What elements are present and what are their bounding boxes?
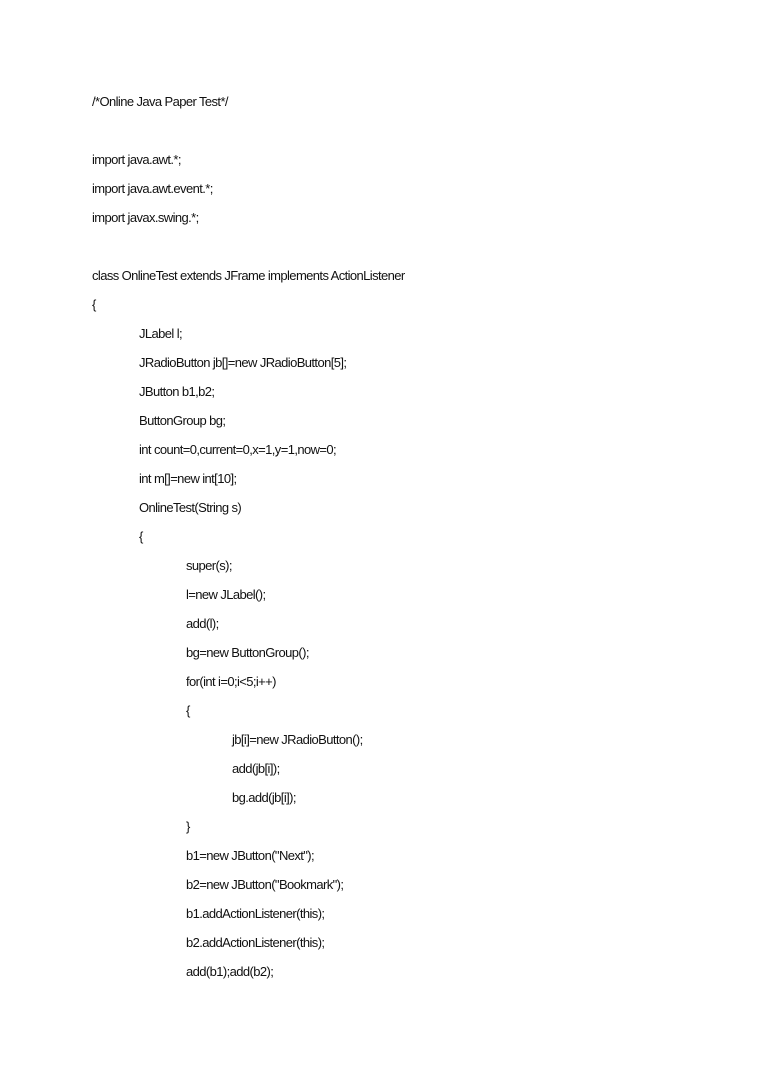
code-line: b2.addActionListener(this); — [186, 935, 325, 950]
code-line: { — [92, 297, 96, 312]
code-line: super(s); — [186, 558, 232, 573]
code-line: import javax.swing.*; — [92, 210, 199, 225]
code-line: for(int i=0;i<5;i++) — [186, 674, 276, 689]
code-line: OnlineTest(String s) — [139, 500, 242, 515]
code-line: b2=new JButton("Bookmark"); — [186, 877, 344, 892]
code-line: int m[]=new int[10]; — [139, 471, 237, 486]
code-line: add(b1);add(b2); — [186, 964, 274, 979]
code-line: JLabel l; — [139, 326, 183, 341]
code-line: b1.addActionListener(this); — [186, 906, 325, 921]
code-line: } — [186, 819, 190, 834]
code-line: b1=new JButton("Next"); — [186, 848, 315, 863]
code-line: import java.awt.*; — [92, 152, 181, 167]
code-line: int count=0,current=0,x=1,y=1,now=0; — [139, 442, 337, 457]
code-line: bg.add(jb[i]); — [232, 790, 296, 805]
code-line: { — [186, 703, 190, 718]
code-line: bg=new ButtonGroup(); — [186, 645, 309, 660]
code-line: JButton b1,b2; — [139, 384, 215, 399]
code-line: { — [139, 529, 143, 544]
code-line: ButtonGroup bg; — [139, 413, 226, 428]
comment-line: /*Online Java Paper Test*/ — [92, 94, 228, 109]
code-line: import java.awt.event.*; — [92, 181, 213, 196]
code-line: add(jb[i]); — [232, 761, 280, 776]
code-line: jb[i]=new JRadioButton(); — [232, 732, 363, 747]
code-line: class OnlineTest extends JFrame implements ActionListener — [92, 268, 405, 283]
code-line: JRadioButton jb[]=new JRadioButton[5]; — [139, 355, 347, 370]
code-line: l=new JLabel(); — [186, 587, 266, 602]
code-line: add(l); — [186, 616, 219, 631]
